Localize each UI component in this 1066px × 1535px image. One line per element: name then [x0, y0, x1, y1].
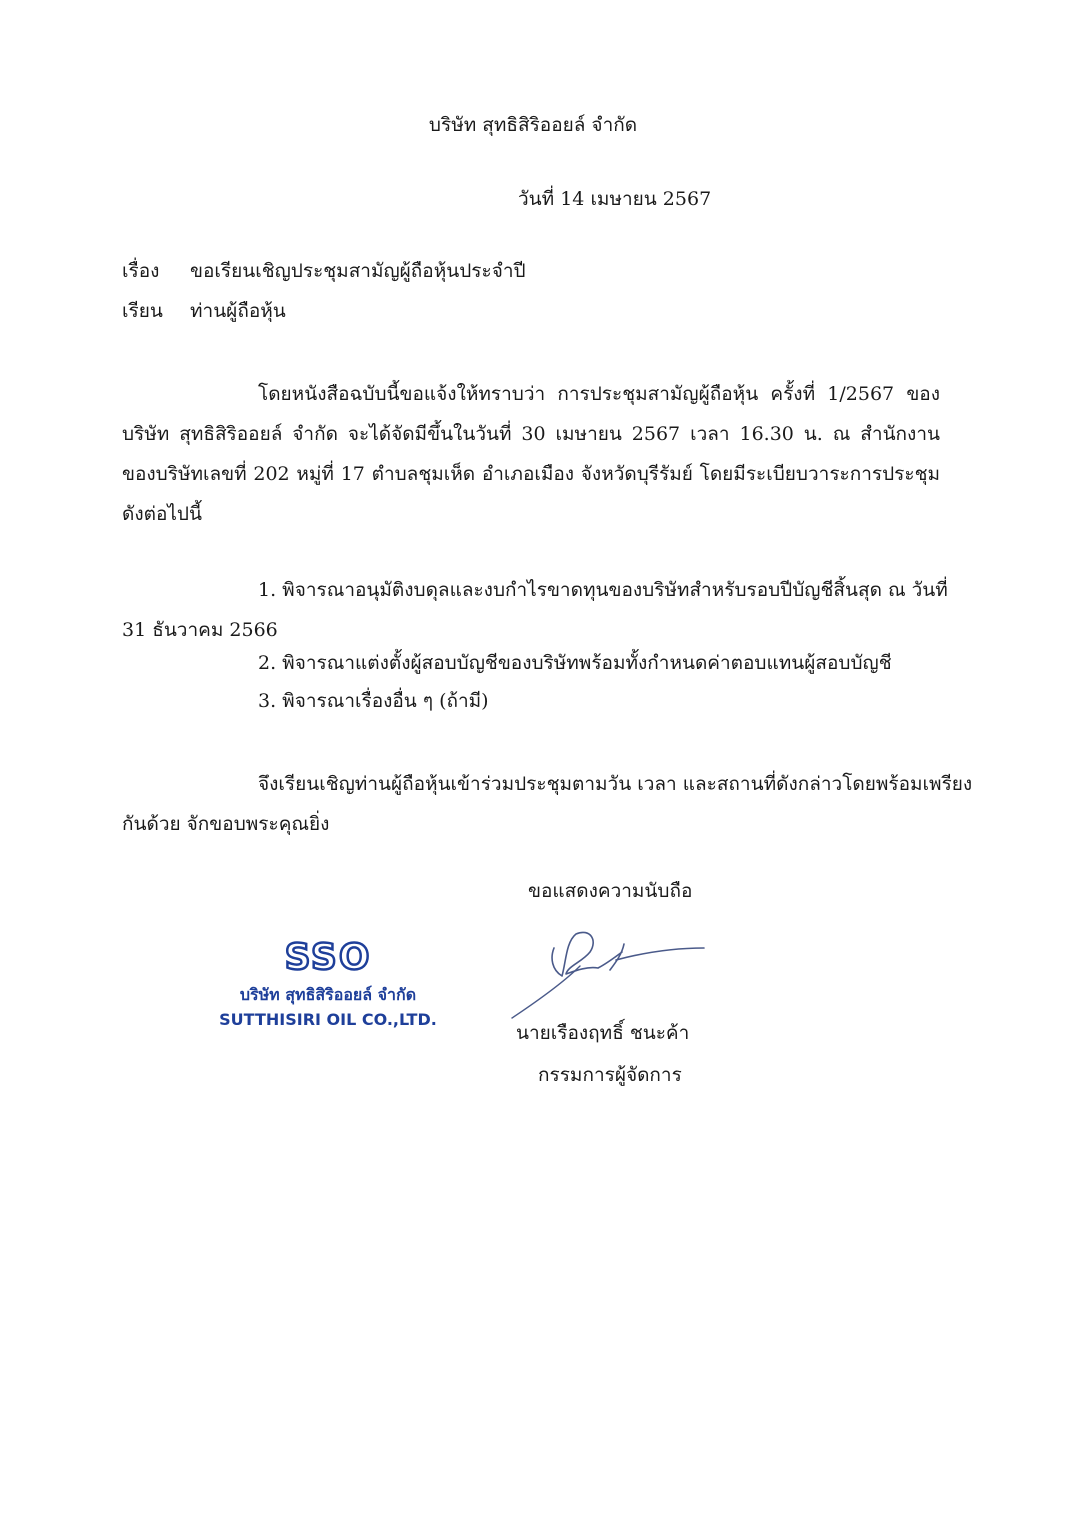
- intro-paragraph: [122, 374, 940, 534]
- signer-name: นายเรืองฤทธิ์ ชนะค้า: [516, 1022, 690, 1044]
- intro-line: บริษัท สุทธิสิริออยล์ จำกัด จะได้จัดมีขึ้นในวันที่ 30 เมษายน 2567 เวลา 16.30 น. ณ สำนักงาน: [122, 423, 940, 445]
- signer-title: กรรมการผู้จัดการ: [538, 1064, 682, 1086]
- recipient-text: ท่านผู้ถือหุ้น: [190, 300, 286, 322]
- intro-line: ของบริษัทเลขที่ 202 หมู่ที่ 17 ตำบลชุมเห็ด อำเภอเมือง จังหวัดบุรีรัมย์ โดยมีระเบียบวาระการประชุม: [122, 463, 940, 485]
- closing-paragraph: [122, 764, 973, 844]
- subject-label: เรื่อง: [122, 260, 160, 282]
- signature-mark: [506, 918, 716, 1028]
- agenda-item-3: [122, 688, 940, 714]
- stamp-name-en: SUTTHISIRI OIL CO.,LTD.: [219, 1010, 437, 1029]
- agenda-item-2: [122, 650, 940, 676]
- company-stamp: [208, 938, 448, 1032]
- intro-line: โดยหนังสือฉบับนี้ขอแจ้งให้ทราบว่า การประชุมสามัญผู้ถือหุ้น ครั้งที่ 1/2567 ของ: [258, 383, 940, 405]
- stamp-logo: SSO: [284, 937, 372, 978]
- letter-date: วันที่ 14 เมษายน 2567: [518, 188, 712, 210]
- agenda-line: 31 ธันวาคม 2566: [122, 619, 278, 641]
- agenda-item-1: [122, 570, 948, 650]
- recipient-label: เรียน: [122, 300, 163, 322]
- company-heading: บริษัท สุทธิสิริออยล์ จำกัด: [428, 114, 638, 136]
- closing-line: กันด้วย จักขอบพระคุณยิ่ง: [122, 813, 330, 835]
- intro-line: ดังต่อไปนี้: [122, 503, 202, 525]
- closing-line: จึงเรียนเชิญท่านผู้ถือหุ้นเข้าร่วมประชุมตามวัน เวลา และสถานที่ดังกล่าวโดยพร้อมเพรียง: [258, 773, 973, 795]
- agenda-line: 2. พิจารณาแต่งตั้งผู้สอบบัญชีของบริษัทพร้อมทั้งกำหนดค่าตอบแทนผู้สอบบัญชี: [258, 652, 892, 674]
- subject-text: ขอเรียนเชิญประชุมสามัญผู้ถือหุ้นประจำปี: [190, 260, 526, 282]
- agenda-line: 1. พิจารณาอนุมัติงบดุลและงบกำไรขาดทุนของบริษัทสำหรับรอบปีบัญชีสิ้นสุด ณ วันที่: [258, 579, 948, 601]
- agenda-line: 3. พิจารณาเรื่องอื่น ๆ (ถ้ามี): [258, 690, 489, 712]
- stamp-name-th: บริษัท สุทธิสิริออยล์ จำกัด: [239, 985, 417, 1004]
- closing-salutation: ขอแสดงความนับถือ: [528, 880, 693, 902]
